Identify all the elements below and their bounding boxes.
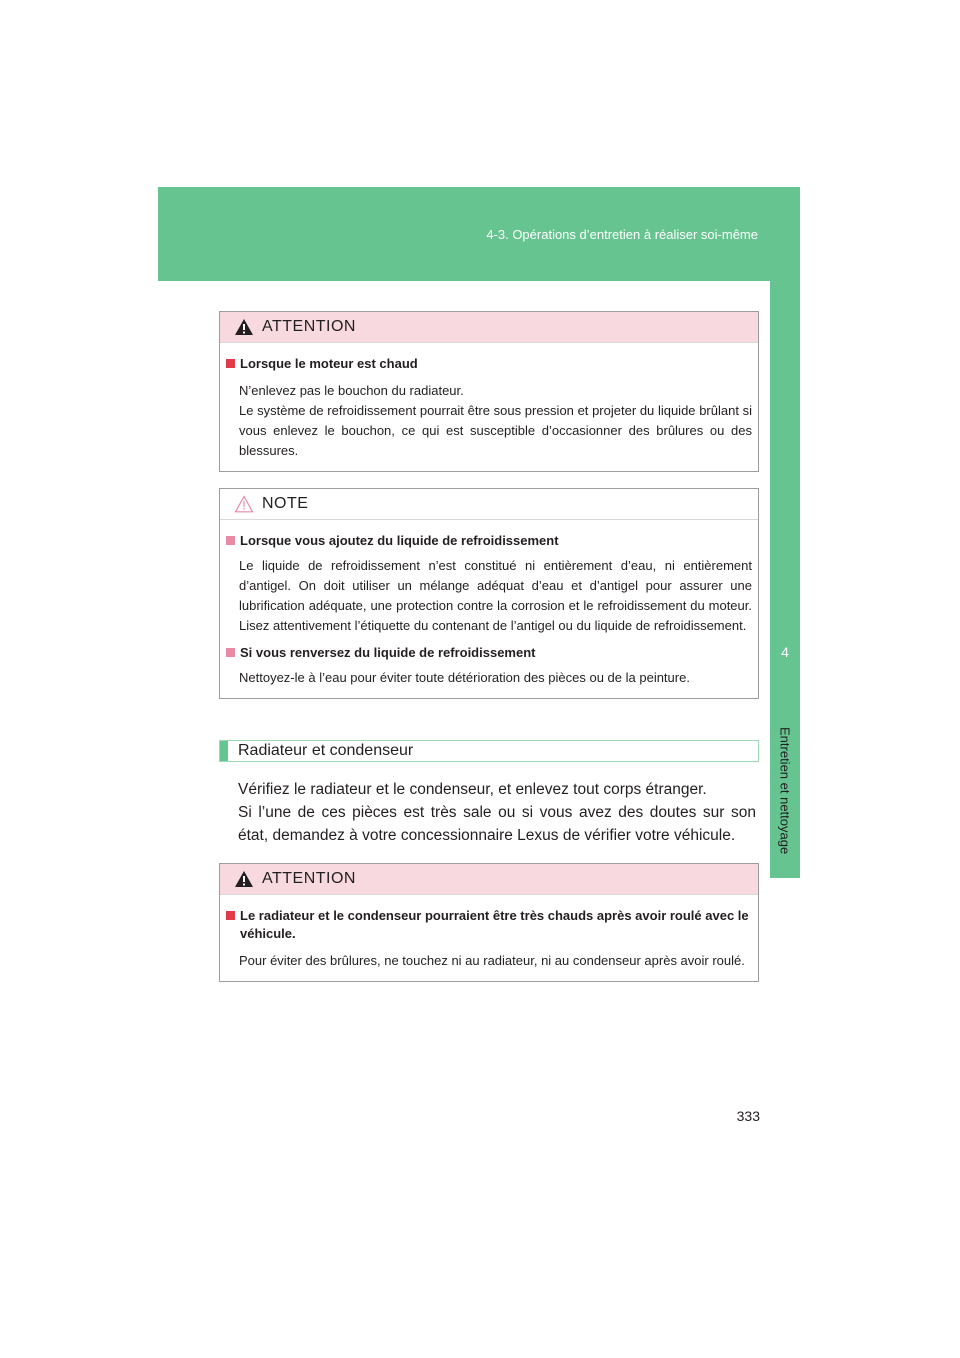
warning-triangle-icon: [234, 870, 254, 888]
section-body-line: Vérifiez le radiateur et le condenseur, et enlevez tout corps étranger.: [238, 781, 707, 798]
note-box: [219, 488, 759, 699]
attention-line: Le système de refroidissement pourrait être sous pression et projeter du liquide brûlant si vous enlevez le bouchon, ce qui est susceptible d’occasionner des brûlures ou des blessures.: [239, 403, 752, 458]
note-subhead: [226, 532, 752, 550]
attention-subhead: [226, 355, 752, 373]
attention-label: ATTENTION: [262, 318, 356, 335]
attention-header: [220, 312, 758, 343]
page-number: 333: [736, 1108, 760, 1124]
section-heading-bar: [220, 741, 228, 761]
attention-header: [220, 864, 758, 895]
bullet-square-icon: [226, 359, 235, 368]
header-band: [158, 187, 800, 281]
note-label: NOTE: [262, 495, 309, 512]
bullet-square-icon: [226, 648, 235, 657]
section-body-line: Si l’une de ces pièces est très sale ou si vous avez des doutes sur son état, demandez à votre concessionnaire Lexus de vérifier votre véhicule.: [238, 804, 756, 844]
warning-triangle-icon: [234, 318, 254, 336]
chapter-title-text: Entretien et nettoyage: [777, 726, 793, 855]
note-paragraph: Nettoyez-le à l’eau pour éviter toute détérioration des pièces ou de la peinture.: [239, 670, 690, 685]
note-subhead-text: Lorsque vous ajoutez du liquide de refroidissement: [240, 533, 559, 548]
attention-box-hot-radiator: [219, 863, 759, 982]
note-paragraph: Le liquide de refroidissement n’est constitué ni entièrement d’eau, ni entièrement d’antigel. On doit utiliser un mélange adéquat d’eau et d’antigel pour assurer une lubrification adéquate, une protection contre la corrosion et le refroidissement du moteur. Lisez attentivement l’étiquette du contenant de l’antigel ou du liquide de refroidissement.: [239, 558, 752, 633]
attention-label: ATTENTION: [262, 870, 356, 887]
header-title: 4-3. Opérations d’entretien à réaliser soi-même: [486, 227, 758, 242]
note-subhead: [226, 644, 752, 662]
attention-line: N’enlevez pas le bouchon du radiateur.: [239, 383, 464, 398]
attention-paragraph: Pour éviter des brûlures, ne touchez ni au radiateur, ni au condenseur après avoir roulé.: [239, 953, 745, 968]
section-heading: [219, 740, 759, 762]
bullet-square-icon: [226, 536, 235, 545]
attention-subhead-text: Le radiateur et le condenseur pourraient être très chauds après avoir roulé avec le véhicule.: [240, 908, 749, 941]
bullet-square-icon: [226, 911, 235, 920]
attention-subhead: [226, 907, 752, 943]
note-header: [220, 489, 758, 520]
chapter-number: 4: [781, 644, 789, 660]
attention-paragraph: [239, 381, 752, 461]
note-subhead-text: Si vous renversez du liquide de refroidissement: [240, 645, 536, 660]
chapter-title: [770, 718, 800, 863]
section-body: [238, 778, 756, 847]
section-heading-text: Radiateur et condenseur: [238, 742, 414, 759]
caution-triangle-outline-icon: [234, 495, 254, 513]
attention-box-hot-engine: [219, 311, 759, 472]
attention-subhead-text: Lorsque le moteur est chaud: [240, 356, 418, 371]
